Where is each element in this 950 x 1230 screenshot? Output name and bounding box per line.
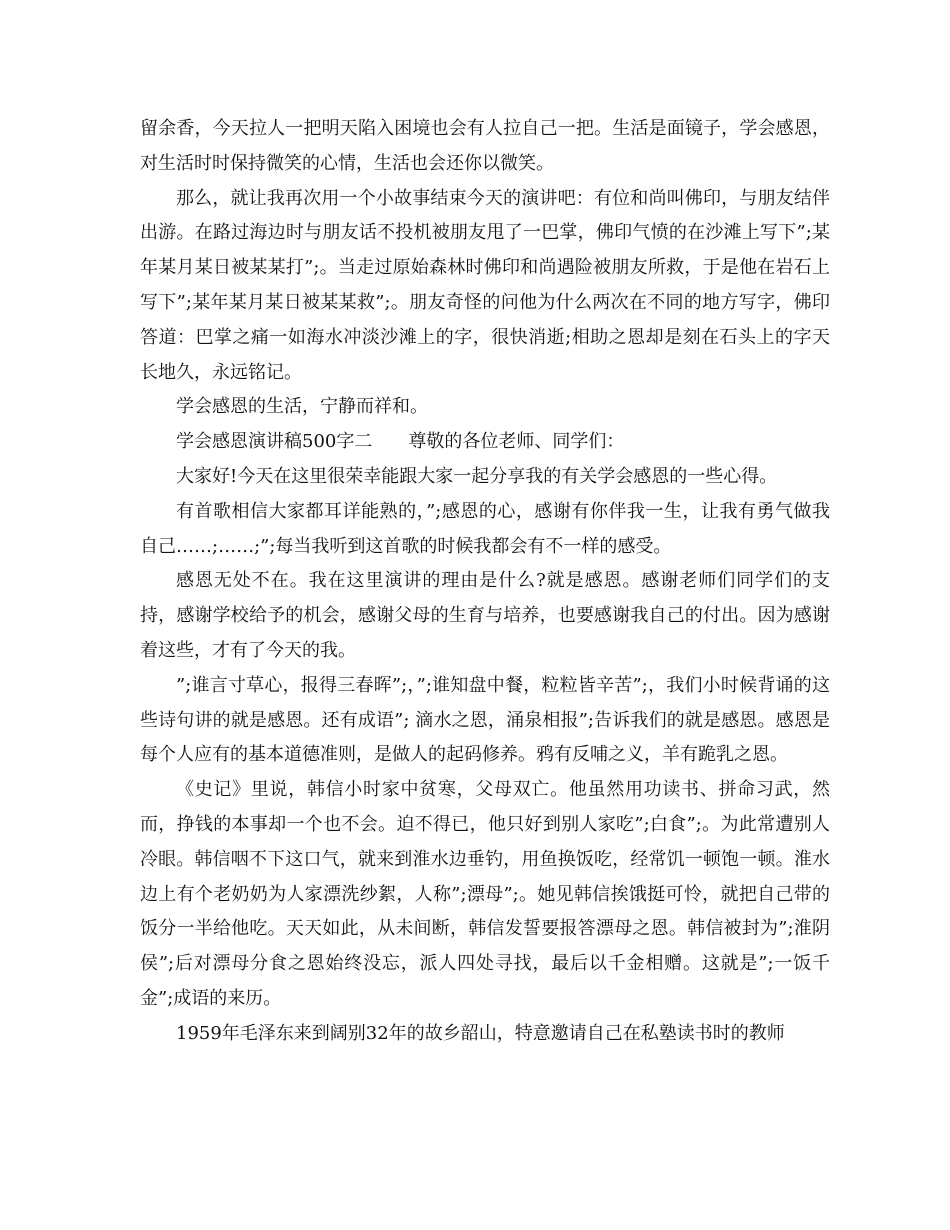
paragraph-3: 学会感恩的生活，宁静而祥和。 <box>176 396 428 418</box>
paragraph-9: 《史记》里说，韩信小时家中贫寒，父母双亡。他虽然用功读书、拼命习武，然而，挣钱的本事却一个也不会。迫不得已，他只好到别人家吃”;白食”;。为此常遭别人冷眼。韩信咽不下这口气，就来到淮水边垂钓，用鱼换饭吃，经常饥一顿饱一顿。淮水边上有个老奶奶为人家漂洗纱絮，人称”;漂母”;。她见韩信挨饿挺可怜，就把自己带的饭分一半给他吃。天天如此，从未间断，韩信发誓要报答漂母之恩。韩信被封为”;淮阴侯”;后对漂母分食之恩始终没忘，派人四处寻找，最后以千金相赠。这就是”;一饭千金”;成语的来历。 <box>140 779 830 1009</box>
paragraph-1: 留余香，今天拉人一把明天陷入困境也会有人拉自己一把。生活是面镜子，学会感恩，对生活时时保持微笑的心情，生活也会还你以微笑。 <box>140 118 830 174</box>
paragraph-5: 大家好!今天在这里很荣幸能跟大家一起分享我的有关学会感恩的一些心得。 <box>176 465 778 487</box>
paragraph-6: 有首歌相信大家都耳详能熟的，”;感恩的心，感谢有你伴我一生，让我有勇气做我自己……;……;”;每当我听到这首歌的时候我都会有不一样的感受。 <box>140 500 830 557</box>
paragraph-10: 1959年毛泽东来到阔别32年的故乡韶山，特意邀请自己在私塾读书时的教师 <box>176 1022 785 1044</box>
paragraph-7: 感恩无处不在。我在这里演讲的理由是什么?就是感恩。感谢老师们同学们的支持，感谢学校给予的机会，感谢父母的生育与培养，也要感谢我自己的付出。因为感谢着这些，才有了今天的我。 <box>140 570 830 661</box>
paragraph-2: 那么，就让我再次用一个小故事结束今天的演讲吧：有位和尚叫佛印，与朋友结伴出游。在路过海边时与朋友话不投机被朋友甩了一巴掌，佛印气愤的在沙滩上写下”;某年某月某日被某某打”;。当走过原始森林时佛印和尚遇险被朋友所救，于是他在岩石上写下”;某年某月某日被某某救”;。朋友奇怪的问他为什么两次在不同的地方写字，佛印答道：巴掌之痛一如海水冲淡沙滩上的字，很快消逝;相助之恩却是刻在石头上的字天长地久，永远铭记。 <box>140 187 830 383</box>
document-body <box>140 112 830 1052</box>
paragraph-8: ”;谁言寸草心，报得三春晖”;，”;谁知盘中餐，粒粒皆辛苦”;，我们小时候背诵的这些诗句讲的就是感恩。还有成语”; 滴水之恩，涌泉相报”;告诉我们的就是感恩。感恩是每个人应有的基本道德准则，是做人的起码修养。鸦有反哺之义，羊有跪乳之恩。 <box>140 674 830 766</box>
section-heading: 学会感恩演讲稿500字二 尊敬的各位老师、同学们： <box>176 431 625 453</box>
